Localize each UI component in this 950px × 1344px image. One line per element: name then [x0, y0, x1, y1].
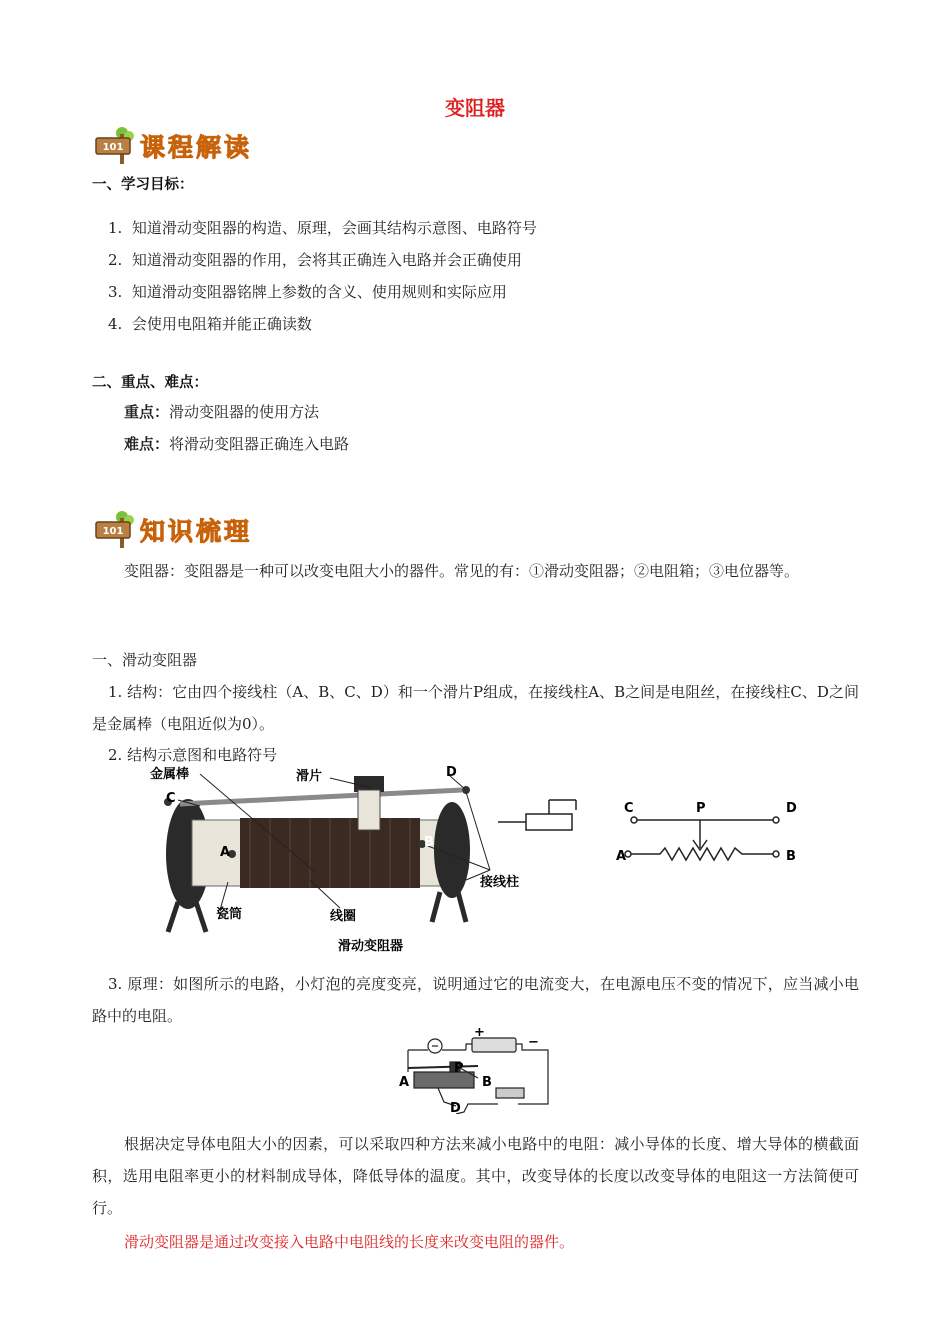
circuit-plus-label: + [474, 1028, 485, 1040]
slide-rheostat-heading: 一、滑动变阻器 [92, 651, 198, 669]
wooden-signpost-icon [92, 126, 136, 166]
terminal-d-label: D [446, 765, 457, 780]
goal-item [108, 218, 537, 238]
coil-label: 线圈 [330, 909, 357, 924]
structure-paragraph: 1. 结构：它由四个接线柱（A、B、C、D）和一个滑片P组成，在接线柱A、B之间是电阻丝，在接线柱C、D之间是金属棒（电阻近似为0）。 [92, 683, 859, 733]
knowledge-summary-banner [92, 510, 252, 550]
page-title: 变阻器 [445, 96, 505, 120]
porcelain-label: 瓷筒 [216, 907, 243, 922]
course-interpretation-banner [92, 126, 252, 166]
difficulty-text: 将滑动变阻器正确连入电路 [169, 435, 350, 453]
terminal-a-label: A [220, 845, 231, 860]
circuit-diagram [398, 1028, 556, 1114]
circuit-d-label: D [450, 1101, 461, 1114]
key-point-line [124, 402, 319, 422]
symbol-d-label: D [786, 801, 797, 816]
key-text: 滑动变阻器的使用方法 [169, 403, 320, 421]
terminal-label: 接线柱 [480, 875, 520, 890]
difficulty-line [124, 434, 349, 454]
symbol-a-label: A [616, 849, 627, 864]
goal-num: 2. [108, 251, 123, 269]
diagram-heading: 2. 结构示意图和电路符号 [108, 746, 278, 764]
key-label: 重点： [124, 403, 170, 421]
principle-paragraph: 3. 原理：如图所示的电路，小灯泡的亮度变亮，说明通过它的电流变大，在电源电压不变的情况下，应当减小电路中的电阻。 [92, 975, 859, 1025]
banner1-text: 课程解读 [140, 133, 253, 162]
learning-goals-heading: 一、学习目标： [92, 177, 194, 193]
goal-text: 会使用电阻箱并能正确读数 [131, 315, 312, 333]
circuit-b-label: B [482, 1075, 492, 1090]
methods-paragraph: 根据决定导体电阻大小的因素，可以采取四种方法来减小电路中的电阻：减小导体的长度、增大导体的横截面积，选用电阻率更小的材料制成导体，降低导体的温度。其中，改变导体的长度以改变导体的电阻这一方法简便可行。 [92, 1135, 859, 1217]
conclusion-text: 滑动变阻器是通过改变接入电路中电阻线的长度来改变电阻的器件。 [124, 1233, 575, 1251]
key-points-heading: 二、重点、难点： [92, 375, 208, 391]
rheostat-symbol-full [625, 817, 779, 860]
circuit-p-label: P [454, 1061, 464, 1076]
goal-text: 知道滑动变阻器铭牌上参数的含义、使用规则和实际应用 [131, 283, 507, 301]
slider-contact [358, 790, 380, 830]
goal-num: 1. [108, 219, 123, 237]
rheostat-symbol-simple [498, 800, 576, 830]
goal-num: 3. [108, 283, 123, 301]
banner2-badge: 101 [102, 526, 124, 537]
intro-paragraph: 变阻器：变阻器是一种可以改变电阻大小的器件。常见的有：①滑动变阻器；②电阻箱；③电位器等。 [124, 562, 800, 580]
symbol-c-label: C [624, 801, 634, 816]
metal-rod-label: 金属棒 [150, 767, 190, 782]
banner1-badge: 101 [102, 142, 124, 153]
slider-label: 滑片 [296, 769, 323, 784]
metal-rod [180, 790, 462, 804]
diagram-caption: 滑动变阻器 [338, 939, 404, 954]
goal-num: 4. [108, 315, 123, 333]
goal-text: 知道滑动变阻器的构造、原理，会画其结构示意图、电路符号 [131, 219, 537, 237]
banner2-text: 知识梳理 [140, 517, 253, 546]
goal-item [108, 250, 522, 270]
goal-item [108, 314, 312, 334]
circuit-minus-label: − [528, 1035, 539, 1050]
difficulty-label: 难点： [124, 435, 170, 453]
symbol-p-label: P [696, 801, 706, 816]
terminal-c-label: C [166, 791, 176, 806]
circuit-a-label: A [399, 1075, 410, 1090]
rheostat-structure-diagram [140, 762, 830, 958]
terminal-b-label: B [424, 835, 434, 850]
goal-item [108, 282, 507, 302]
goal-text: 知道滑动变阻器的作用，会将其正确连入电路并会正确使用 [131, 251, 522, 269]
symbol-b-label: B [786, 849, 796, 864]
wooden-signpost-icon [92, 510, 136, 550]
